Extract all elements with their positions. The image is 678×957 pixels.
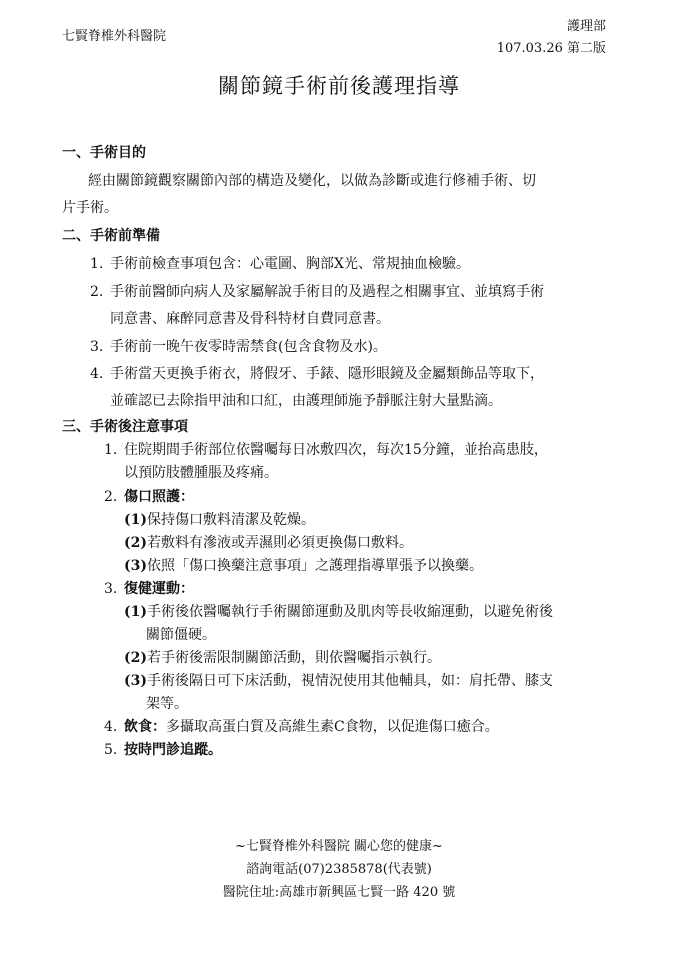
sub-item-number: (1) xyxy=(124,512,147,528)
item-text: 多攝取高蛋白質及高維生素C食物，以促進傷口癒合。 xyxy=(166,719,499,735)
list-item xyxy=(104,578,194,598)
sub-item xyxy=(124,647,441,667)
sub-item xyxy=(124,601,553,621)
item-text: 手術前檢查事項包含：心電圖、胸部X光、常規抽血檢驗。 xyxy=(110,256,470,272)
item-text: 手術當天更換手術衣，將假牙、手錶、隱形眼鏡及金屬類飾品等取下， xyxy=(110,366,544,382)
sub-item-text-continued: 關節僵硬。 xyxy=(146,627,216,643)
section-2-heading: 二、手術前準備 xyxy=(62,228,160,244)
item-label: 飲食： xyxy=(124,719,166,735)
item-number: 1. xyxy=(104,442,118,458)
hospital-name: 七賢脊椎外科醫院 xyxy=(62,29,167,44)
item-number: 2. xyxy=(90,284,104,300)
item-number: 3. xyxy=(90,339,104,355)
sub-item-text: 手術後依醫囑執行手術關節運動及肌肉等長收縮運動，以避免術後 xyxy=(147,604,553,620)
list-item xyxy=(104,739,222,759)
item-text: 手術前一晚午夜零時需禁食(包含食物及水)。 xyxy=(110,339,387,355)
sub-item xyxy=(124,532,413,552)
section-3-heading: 三、手術後注意事項 xyxy=(62,419,188,435)
document-title: 關節鏡手術前後護理指導 xyxy=(218,74,460,98)
list-item xyxy=(104,716,499,736)
list-item xyxy=(90,336,387,356)
sub-item xyxy=(124,509,315,529)
section-1-text-line2: 片手術。 xyxy=(62,200,118,216)
sub-item-number: (2) xyxy=(124,650,147,666)
item-number: 2. xyxy=(104,489,118,505)
sub-item-text-continued: 架等。 xyxy=(146,696,188,712)
sub-item-text: 保持傷口敷料清潔及乾燥。 xyxy=(147,512,315,528)
item-text-continued: 同意書、麻醉同意書及骨科特材自費同意書。 xyxy=(110,311,390,327)
sub-item-number: (3) xyxy=(124,673,147,689)
item-text: 按時門診追蹤。 xyxy=(124,742,222,758)
sub-item-number: (2) xyxy=(124,535,147,551)
sub-item-text: 若手術後需限制關節活動，則依醫囑指示執行。 xyxy=(147,650,441,666)
item-text: 手術前醫師向病人及家屬解說手術目的及過程之相關事宜、並填寫手術 xyxy=(110,284,544,300)
list-item xyxy=(90,281,544,301)
sub-item-text: 若敷料有滲液或弄濕則必須更換傷口敷料。 xyxy=(147,535,413,551)
item-number: 4. xyxy=(104,719,118,735)
sub-item-text: 手術後隔日可下床活動，視情況使用其他輔具，如：肩托帶、膝支 xyxy=(147,673,553,689)
department-label: 護理部 xyxy=(566,19,606,34)
list-item xyxy=(90,253,470,273)
item-text: 住院期間手術部位依醫囑每日冰敷四次，每次15分鐘，並抬高患肢， xyxy=(124,442,548,458)
sub-item xyxy=(124,670,553,690)
list-item xyxy=(90,363,544,383)
item-text: 復健運動： xyxy=(124,581,194,597)
version-label: 107.03.26 第二版 xyxy=(496,41,606,56)
list-item xyxy=(104,486,194,506)
sub-item-number: (1) xyxy=(124,604,147,620)
sub-item-number: (3) xyxy=(124,558,147,574)
item-number: 3. xyxy=(104,581,118,597)
list-item xyxy=(104,439,548,459)
item-text: 傷口照護： xyxy=(124,489,194,505)
item-text-continued: 並確認已去除指甲油和口紅，由護理師施予靜脈注射大量點滴。 xyxy=(110,393,502,409)
item-number: 4. xyxy=(90,366,104,382)
sub-item-text: 依照「傷口換藥注意事項」之護理指導單張予以換藥。 xyxy=(147,558,483,574)
section-1-text-line1: 經由關節鏡觀察關節內部的構造及變化，以做為診斷或進行修補手術、切 xyxy=(88,173,536,189)
footer-phone: 諮詢電話(07)2385878(代表號) xyxy=(246,862,432,877)
footer-slogan: ~七賢脊椎外科醫院 關心您的健康~ xyxy=(235,839,443,854)
sub-item xyxy=(124,555,483,575)
item-number: 5. xyxy=(104,742,118,758)
item-number: 1. xyxy=(90,256,104,272)
footer-address: 醫院住址:高雄市新興區七賢一路 420 號 xyxy=(222,885,456,900)
section-1-heading: 一、手術目的 xyxy=(62,145,146,161)
item-text-continued: 以預防肢體腫脹及疼痛。 xyxy=(124,465,278,481)
